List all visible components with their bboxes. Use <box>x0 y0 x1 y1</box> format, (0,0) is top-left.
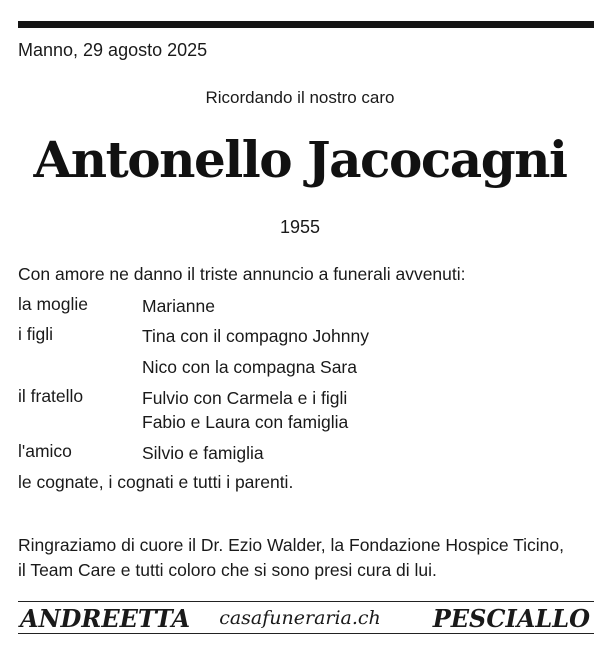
relative-label-children: i figli <box>18 324 54 344</box>
relative-names-brother <box>142 386 348 434</box>
footer-brand-right: PESCIALLO <box>432 604 590 633</box>
intro-line: Ricordando il nostro caro <box>205 88 395 107</box>
birth-year: 1955 <box>279 217 321 237</box>
relative-names-children <box>142 324 369 348</box>
thanks-line: Ringraziamo di cuore il Dr. Ezio Walder, la Fondazione Hospice Ticino, <box>18 535 564 555</box>
closing-line: le cognate, i cognati e tutti i parenti. <box>18 472 294 492</box>
footer-website[interactable]: casafuneraria.ch <box>219 607 381 629</box>
relative-names-friend <box>142 441 264 465</box>
relative-line: Fulvio con Carmela e i figli <box>142 388 348 408</box>
footer-rule-bottom <box>18 633 594 634</box>
thanks-line: il Team Care e tutti coloro che si sono presi cura di lui. <box>18 560 437 580</box>
relative-label-friend: l'amico <box>18 441 72 461</box>
top-rule <box>18 21 594 28</box>
relative-line: Nico con la compagna Sara <box>142 357 357 377</box>
footer-brand-left: ANDREETTA <box>20 604 191 633</box>
announcement: Con amore ne danno il triste annuncio a funerali avvenuti: <box>18 264 466 284</box>
thanks-paragraph <box>18 533 598 583</box>
relative-line: Silvio e famiglia <box>142 443 264 463</box>
relative-line: Marianne <box>142 296 215 316</box>
footer-rule-top <box>18 601 594 602</box>
relative-line: Fabio e Laura con famiglia <box>142 412 349 432</box>
relative-label-wife: la moglie <box>18 294 89 314</box>
relative-label-brother: il fratello <box>18 386 84 406</box>
deceased-name: Antonello Jacocagni <box>33 130 567 189</box>
relative-line: Tina con il compagno Johnny <box>142 326 369 346</box>
relative-names-wife <box>142 294 215 318</box>
place-date: Manno, 29 agosto 2025 <box>18 40 208 60</box>
relative-names-children-2 <box>142 355 357 379</box>
